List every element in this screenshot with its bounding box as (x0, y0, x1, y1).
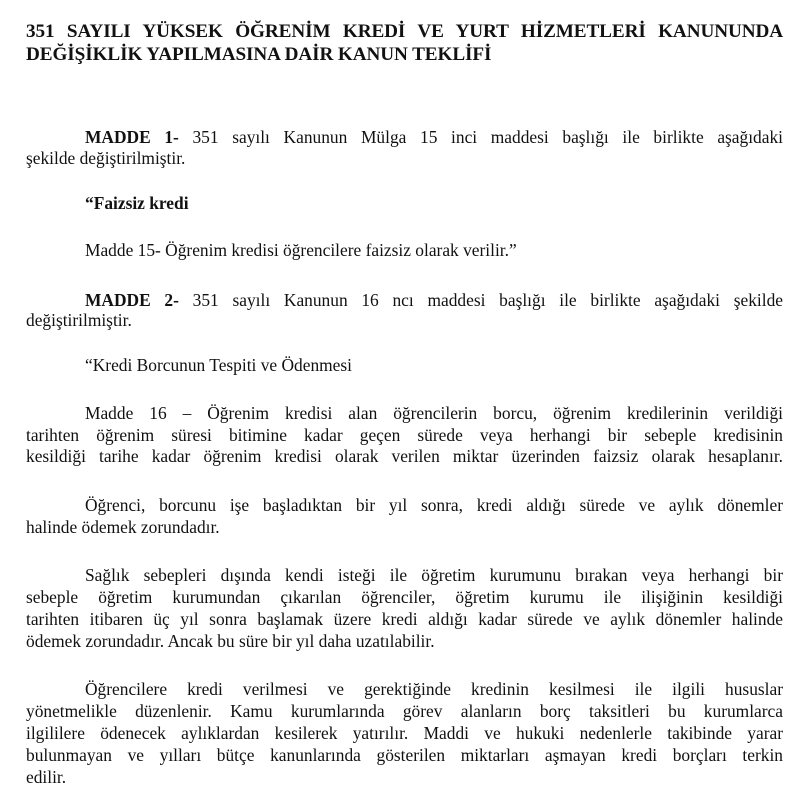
paragraph-4-line-1: Öğrencilere kredi verilmesi ve gerektiğinde kredinin kesilmesi ile ilgili hususlar (85, 679, 783, 699)
paragraph-1-line-2: tarihten öğrenim süresi bitimine kadar geçen sürede veya herhangi bir sebeple kredisinin (26, 425, 783, 445)
article-1-quoted-text: Madde 15- Öğrenim kredisi öğrencilere faizsiz olarak verilir.” (85, 240, 517, 260)
paragraph-1-line-3: kesildiği tarihe kadar öğrenim kredisi olarak verilen miktar üzerinden faizsiz olarak hesaplanır. (26, 446, 783, 466)
paragraph-1-line-1: Madde 16 – Öğrenim kredisi alan öğrencilerin borcu, öğrenim kredilerinin verildiği (85, 403, 783, 423)
article-2-label: MADDE 2- (85, 290, 179, 310)
document-title-line-1: 351 SAYILI YÜKSEK ÖĞRENİM KREDİ VE YURT HİZMETLERİ KANUNUNDA (26, 21, 783, 42)
paragraph-3-line-1: Sağlık sebepleri dışında kendi isteği ile öğretim kurumunu bırakan veya herhangi bir (85, 565, 783, 585)
paragraph-2-line-2: halinde ödemek zorundadır. (26, 517, 220, 537)
paragraph-2-line-1: Öğrenci, borcunu işe başladıktan bir yıl sonra, kredi aldığı sürede ve aylık dönemler (85, 495, 783, 515)
paragraph-4-line-3: ilgililere ödenecek aylıklardan kesilerek yatırılır. Maddi ve hukuki nedenlerle takibinde yarar (26, 723, 783, 743)
paragraph-4-line-2: yönetmelikle düzenlenir. Kamu kurumlarında görev alanların borç taksitleri bu kurumlarca (26, 701, 783, 721)
paragraph-4-line-4: bulunmayan ve yılları bütçe kanunlarında gösterilen miktarları aşmayan kredi borçları terkin (26, 745, 783, 765)
article-2-text: 351 sayılı Kanunun 16 ncı maddesi başlığı ile birlikte aşağıdaki şekilde (178, 290, 783, 310)
article-1-line-2: şekilde değiştirilmiştir. (26, 148, 186, 168)
paragraph-3-line-3: tarihten itibaren üç yıl sonra başlamak üzere kredi aldığı kadar sürede ve aylık dönemler halinde (26, 609, 783, 629)
document-title-line-2: DEĞİŞİKLİK YAPILMASINA DAİR KANUN TEKLİFİ (26, 44, 492, 65)
article-1-label: MADDE 1- (85, 127, 179, 147)
article-1-line-1 (85, 126, 783, 148)
paragraph-3-line-4: ödemek zorundadır. Ancak bu süre bir yıl daha uzatılabilir. (26, 631, 435, 651)
paragraph-3-line-2: sebeple öğretim kurumundan çıkarılan öğrenciler, öğretim kurumu ile ilişiğinin kesildiği (26, 587, 783, 607)
article-2-line-1 (85, 289, 783, 311)
article-1-quoted-heading: “Faizsiz kredi (85, 193, 189, 213)
article-1-text: 351 sayılı Kanunun Mülga 15 inci maddesi başlığı ile birlikte aşağıdaki (178, 127, 783, 147)
paragraph-4-line-5: edilir. (26, 767, 67, 787)
article-2-quoted-heading: “Kredi Borcunun Tespiti ve Ödenmesi (85, 355, 352, 375)
article-2-line-2: değiştirilmiştir. (26, 310, 132, 330)
